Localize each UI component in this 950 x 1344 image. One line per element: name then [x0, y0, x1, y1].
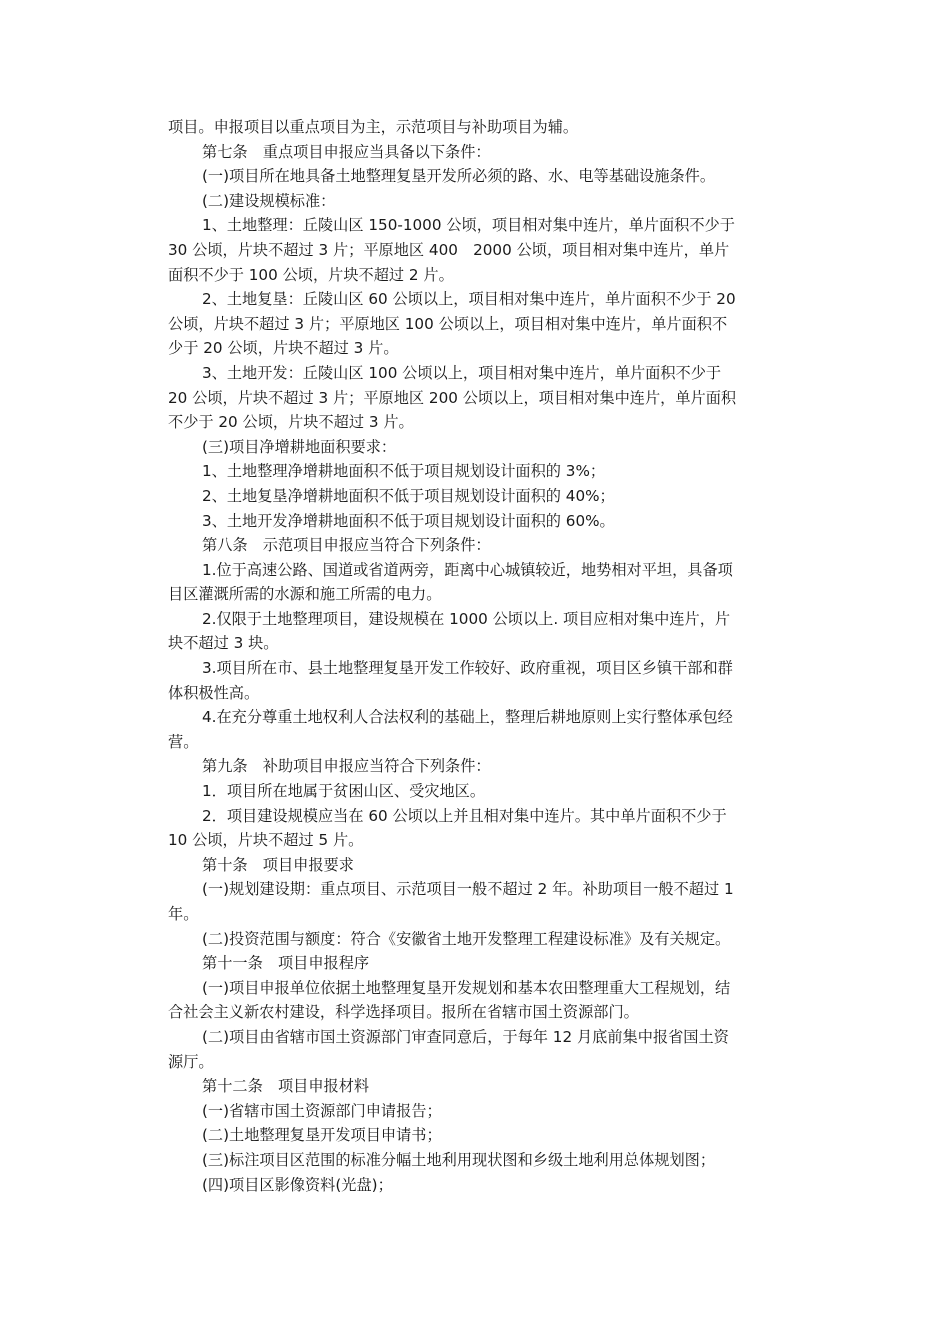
text-line: 3、土地开发：丘陵山区 100 公顷以上，项目相对集中连片，单片面积不少于 [202, 363, 722, 382]
text-line: 1.位于高速公路、国道或省道两旁，距离中心城镇较近，地势相对平坦，具备项 [202, 560, 733, 579]
text-line: 第九条 补助项目申报应当符合下列条件： [202, 757, 491, 776]
text-line: 源厅。 [168, 1052, 214, 1071]
text-line: 4.在充分尊重土地权利人合法权利的基础上，整理后耕地原则上实行整体承包经 [202, 708, 733, 727]
text-line: (二)投资范围与额度：符合《安徽省土地开发整理工程建设标准》及有关规定。 [202, 929, 731, 948]
text-line: 块不超过 3 块。 [168, 634, 279, 653]
text-line: 合社会主义新农村建设，科学选择项目。报所在省辖市国土资源部门。 [168, 1003, 639, 1022]
text-line: 第十条 项目申报要求 [202, 855, 354, 874]
text-line: 少于 20 公顷，片块不超过 3 片。 [168, 339, 399, 358]
text-line: (一)项目申报单位依据土地整理复垦开发规划和基本农田整理重大工程规划，结 [202, 978, 731, 997]
text-line: (一)省辖市国土资源部门申请报告； [202, 1101, 442, 1120]
text-line: 公顷，片块不超过 3 片；平原地区 100 公顷以上，项目相对集中连片，单片面积不 [168, 314, 728, 333]
text-line: (二)建设规模标准： [202, 191, 336, 210]
text-line: 体积极性高。 [168, 683, 260, 702]
document-body [168, 115, 786, 1197]
text-line: 项目。申报项目以重点项目为主，示范项目与补助项目为辅。 [168, 118, 579, 136]
text-line: 年。 [168, 905, 199, 923]
text-line: 2、土地复垦：丘陵山区 60 公顷以上，项目相对集中连片，单片面积不少于 20 [202, 290, 736, 309]
text-line: 1、土地整理净增耕地面积不低于项目规划设计面积的 3%； [202, 462, 606, 481]
text-line: 1．项目所在地属于贫困山区、受灾地区。 [202, 782, 486, 801]
text-line: (四)项目区影像资料(光盘)； [202, 1175, 393, 1194]
text-line: (三)标注项目区范围的标准分幅土地利用现状图和乡级土地利用总体规划图； [202, 1150, 716, 1169]
text-line: (三)项目净增耕地面积要求： [202, 437, 397, 456]
text-line: 目区灌溉所需的水源和施工所需的电力。 [168, 585, 442, 604]
text-line: (一)规划建设期：重点项目、示范项目一般不超过 2 年。补助项目一般不超过 1 [202, 880, 734, 899]
text-line: 3.项目所在市、县土地整理复垦开发工作较好、政府重视，项目区乡镇干部和群 [202, 659, 733, 678]
text-line: 第八条 示范项目申报应当符合下列条件： [202, 536, 491, 555]
text-line: (二)项目由省辖市国土资源部门审查同意后，于每年 12 月底前集中报省国土资 [202, 1027, 729, 1046]
text-line: (二)土地整理复垦开发项目申请书； [202, 1126, 442, 1145]
text-line: 第十一条 项目申报程序 [202, 954, 370, 973]
text-line: 第七条 重点项目申报应当具备以下条件： [202, 142, 491, 161]
text-line: 30 公顷，片块不超过 3 片；平原地区 400 2000 公顷，项目相对集中连片，单片 [168, 240, 730, 259]
text-line: (一)项目所在地具备土地整理复垦开发所必须的路、水、电等基础设施条件。 [202, 167, 716, 186]
text-line: 20 公顷，片块不超过 3 片；平原地区 200 公顷以上，项目相对集中连片，单片面积 [168, 388, 737, 407]
text-line: 2、土地复垦净增耕地面积不低于项目规划设计面积的 40%； [202, 486, 615, 505]
text-line: 2．项目建设规模应当在 60 公顷以上并且相对集中连片。其中单片面积不少于 [202, 806, 727, 825]
text-line: 营。 [168, 732, 199, 751]
text-line: 2.仅限于土地整理项目，建设规模在 1000 公顷以上. 项目应相对集中连片，片 [202, 609, 731, 628]
text-line: 第十二条 项目申报材料 [202, 1077, 370, 1096]
text-line: 面积不少于 100 公顷，片块不超过 2 片。 [168, 265, 454, 284]
text-line: 1、土地整理：丘陵山区 150-1000 公顷，项目相对集中连片，单片面积不少于 [202, 216, 735, 235]
text-line: 10 公顷，片块不超过 5 片。 [168, 831, 364, 850]
text-line: 不少于 20 公顷，片块不超过 3 片。 [168, 413, 414, 432]
text-line: 3、土地开发净增耕地面积不低于项目规划设计面积的 60%。 [202, 511, 615, 530]
